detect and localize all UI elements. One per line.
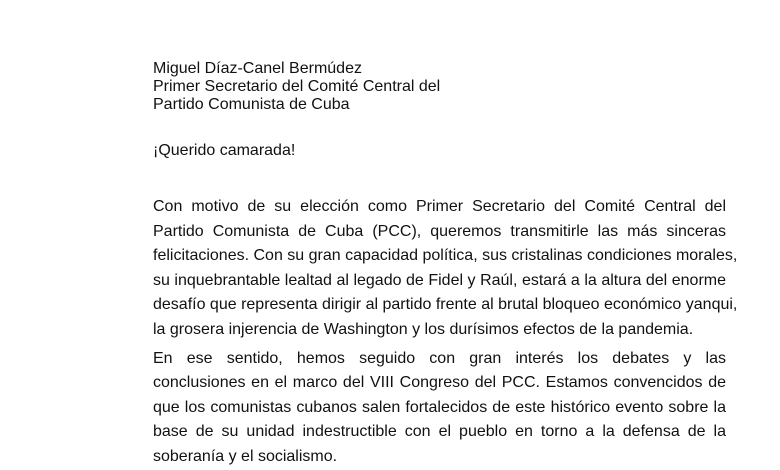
paragraph-line: Partido Comunista de Cuba (PCC), queremos transmitirle las más sinceras	[153, 222, 726, 240]
paragraph-line: que los comunistas cubanos salen fortalecidos de este histórico evento sobre la	[153, 398, 726, 416]
paragraph-line: desafío que representa dirigir al partido frente al brutal bloqueo económico yanqui,	[153, 296, 738, 314]
paragraph-line: la grosera injerencia de Washington y los durísimos efectos de la pandemia.	[153, 320, 694, 338]
letter-body	[153, 195, 738, 470]
paragraph-2	[153, 347, 726, 470]
paragraph-line: base de su unidad indestructible con el pueblo en torno a la defensa de la	[153, 423, 726, 441]
paragraph-line: felicitaciones. Con su gran capacidad política, sus cristalinas condiciones morales,	[153, 247, 738, 265]
paragraph-line: su inquebrantable lealtad al legado de Fidel y Raúl, estará a la altura del enorme	[153, 271, 726, 289]
salutation: ¡Querido camarada!	[153, 142, 296, 159]
paragraph-line: Con motivo de su elección como Primer Secretario del Comité Central del	[153, 198, 726, 215]
recipient-block	[153, 60, 440, 114]
paragraph-line: soberanía y el socialismo.	[153, 447, 338, 465]
recipient-title-line-2: Partido Comunista de Cuba	[153, 96, 350, 113]
paragraph-1	[153, 195, 738, 343]
paragraph-line: conclusiones en el marco del VIII Congreso del PCC. Estamos convencidos de	[153, 374, 726, 392]
recipient-name: Miguel Díaz-Canel Bermúdez	[153, 60, 362, 77]
recipient-title-line-1: Primer Secretario del Comité Central del	[153, 78, 441, 95]
paragraph-line: En ese sentido, hemos seguido con gran interés los debates y las	[153, 349, 726, 367]
